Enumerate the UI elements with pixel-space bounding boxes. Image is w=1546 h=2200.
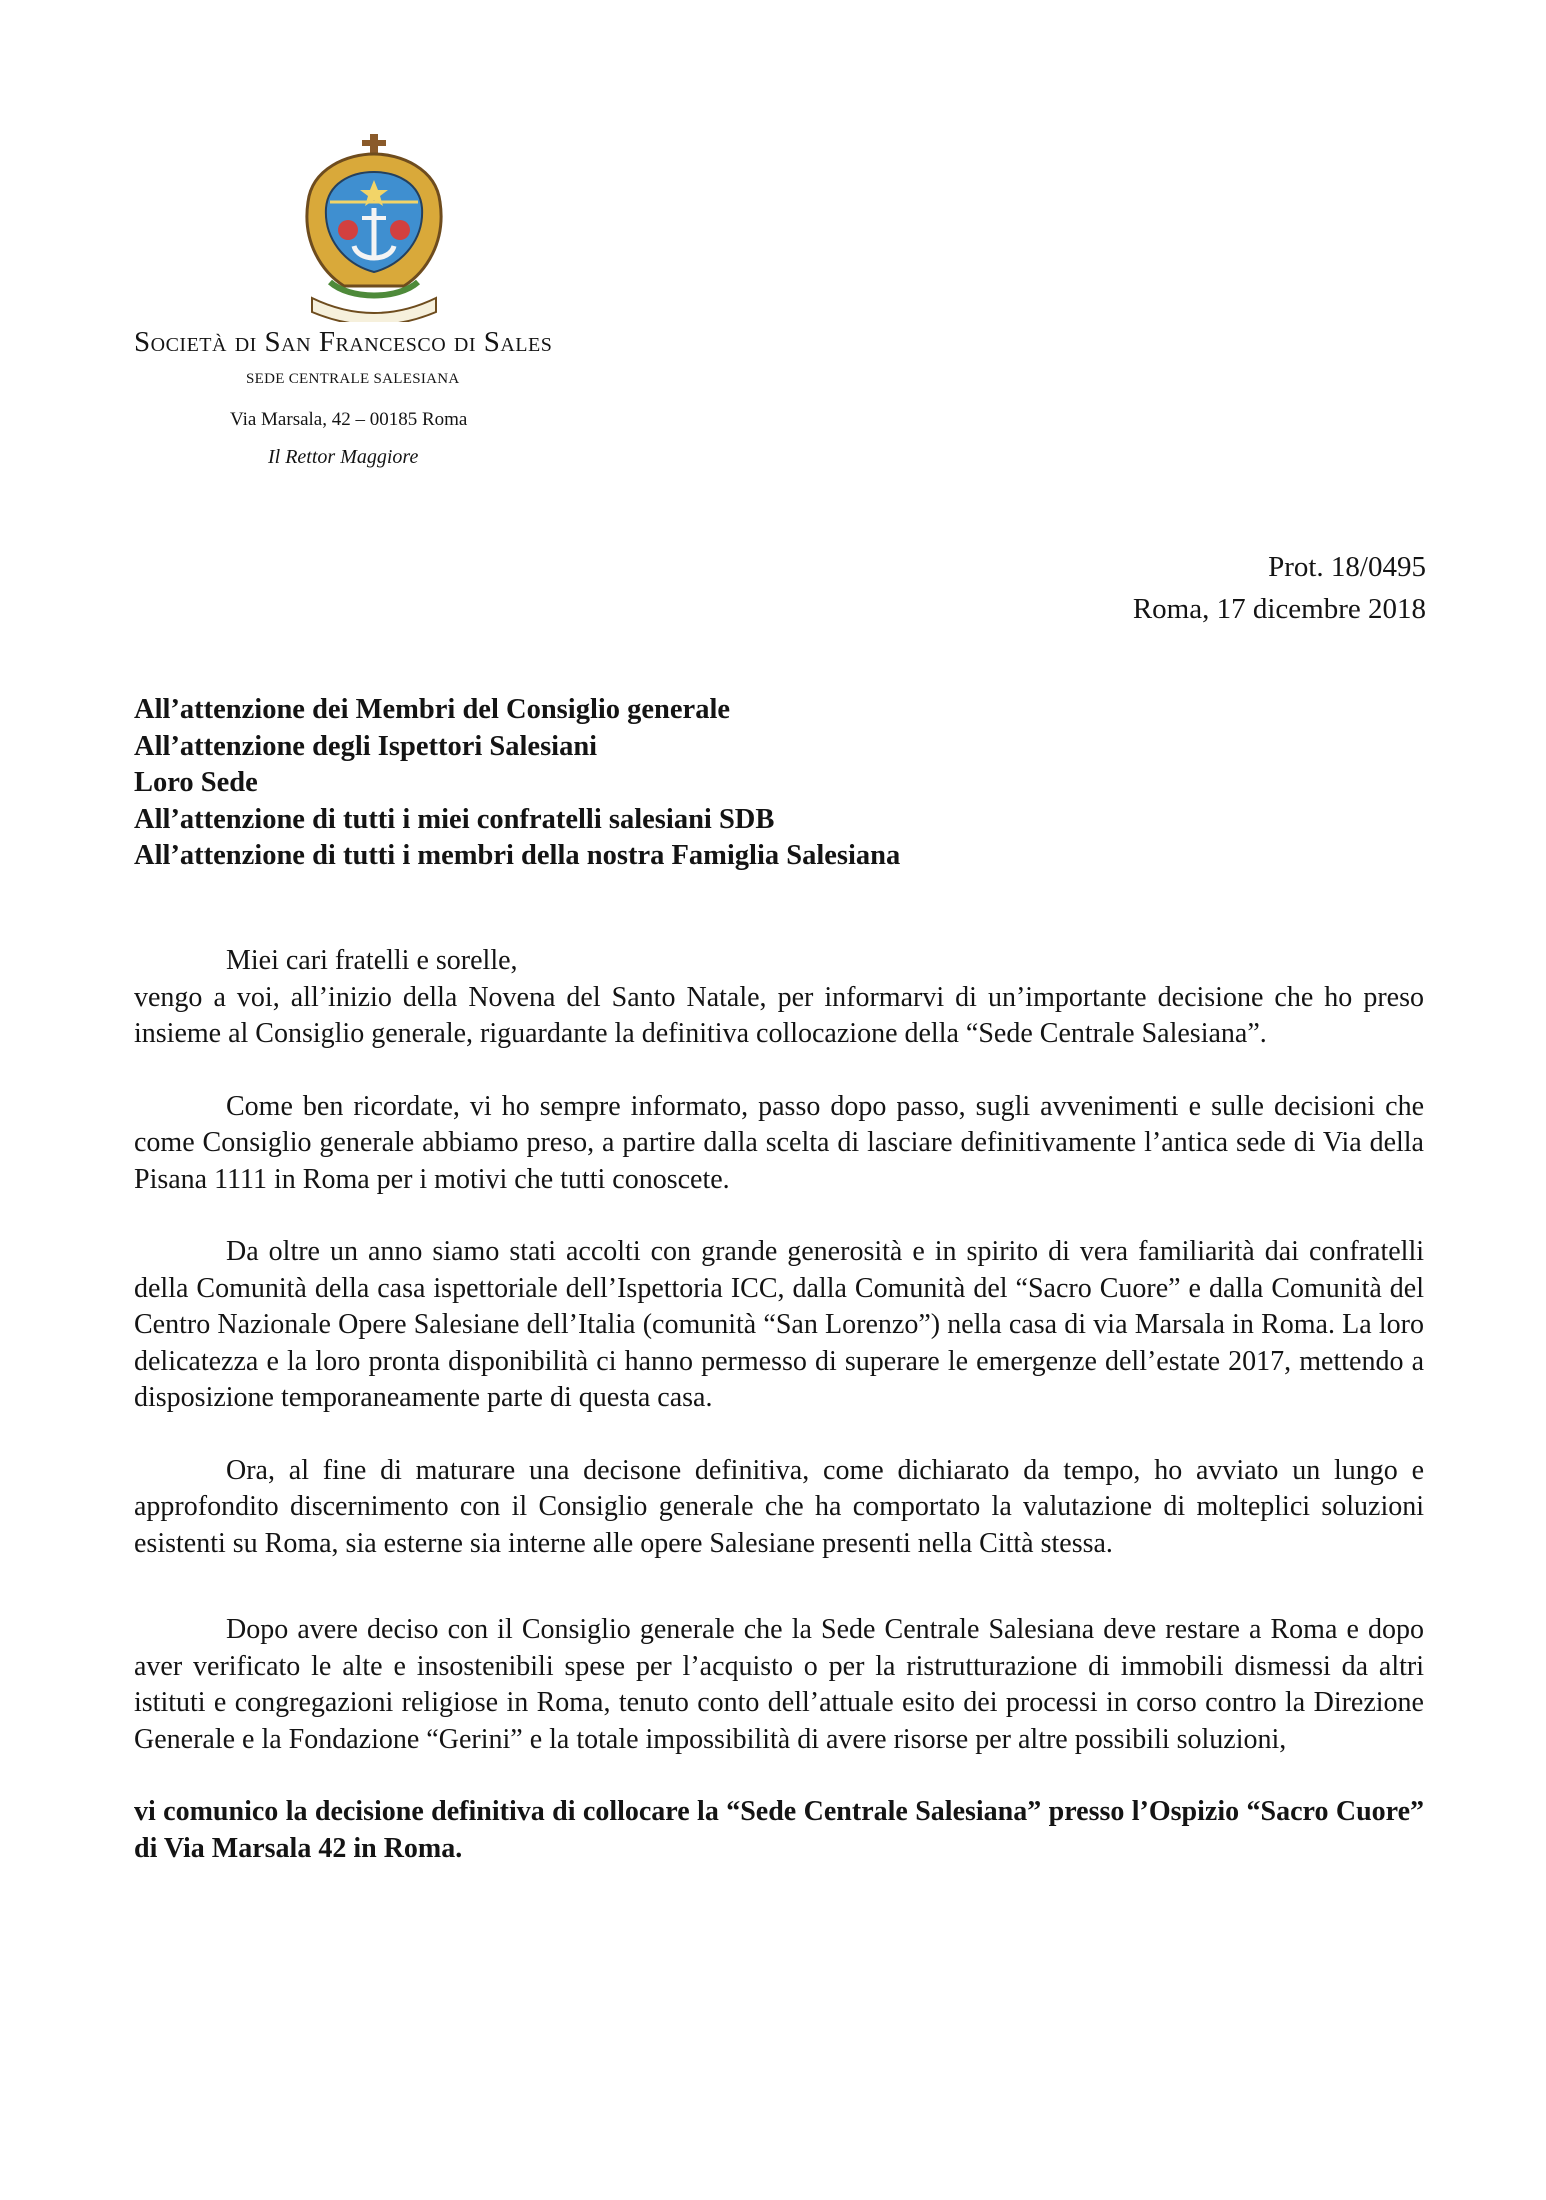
recipient-line: All’attenzione di tutti i miei confratelli salesiani SDB [134,803,775,835]
recipient-line: All’attenzione dei Membri del Consiglio generale [134,694,731,725]
salesian-crest-logo [300,132,448,322]
paragraph: Come ben ricordate, vi ho sempre informato, passo dopo passo, sugli avvenimenti e sulle decisioni che come Consiglio generale abbiamo preso, a partire dalla scelta di lasciare definitivamente l’antica sede di Via della Pisana 1111 in Roma per i motivi che tutti conoscete. [134,1090,1424,1195]
paragraph: Da oltre un anno siamo stati accolti con grande generosità e in spirito di vera familiarità dai confratelli della Comunità della casa ispettoriale dell’Ispettoria ICC, dalla Comunità del “Sacro Cuore” e dalla Comunità del Centro Nazionale Opere Salesiane dell’Italia (comunità “San Lorenzo”) nella casa di via Marsala in Roma. La loro delicatezza e la loro pronta disponibilità ci hanno permesso di superare le emergenze dell’estate 2017, mettendo a disposizione temporaneamente parte di questa casa. [134,1236,1424,1413]
organization-subtitle: SEDE CENTRALE SALESIANA [246,371,460,387]
protocol-block [1133,546,1426,630]
recipient-line: All’attenzione di tutti i membri della nostra Famiglia Salesiana [134,840,901,871]
paragraph: Ora, al fine di maturare una decisone definitiva, come dichiarato da tempo, ho avviato un lungo e approfondito discernimento con il Consiglio generale che ha comportato la valutazione di molteplici soluzioni esistenti su Roma, sia esterne sia interne alle opere Salesiane presenti nella Città stessa. [134,1454,1424,1559]
paragraph: Dopo avere deciso con il Consiglio generale che la Sede Centrale Salesiana deve restare a Roma e dopo aver verificato le alte e insostenibili spese per l’acquisto o per la ristrutturazione di immobili dismessi da altri istituti e congregazioni religiose in Roma, tenuto conto dell’attuale esito dei processi in corso contro la Direzione Generale e la Fondazione “Gerini” e la totale impossibilità di avere risorse per altre possibili soluzioni, [134,1614,1424,1755]
signatory-role: Il Rettor Maggiore [268,446,419,468]
recipient-line: Loro Sede [134,767,258,798]
organization-name: Società di San Francesco di Sales [134,326,553,358]
recipients-block [134,692,900,875]
organization-address: Via Marsala, 42 – 00185 Roma [230,409,468,430]
paragraph: vengo a voi, all’inizio della Novena del Santo Natale, per informarvi di un’importante decisione che ho preso insieme al Consiglio generale, riguardante la definitiva collocazione della “Sede Centrale Salesiana”. [134,981,1424,1049]
letter-body [134,943,1424,1867]
decision-statement: vi comunico la decisione definitiva di collocare la “Sede Centrale Salesiana” presso l’Ospizio “Sacro Cuore” di Via Marsala 42 in Roma. [134,1796,1424,1864]
greeting: Miei cari fratelli e sorelle, [226,945,518,976]
protocol-number: Prot. 18/0495 [1268,551,1426,583]
recipient-line: All’attenzione degli Ispettori Salesiani [134,730,598,762]
letter-date: Roma, 17 dicembre 2018 [1132,593,1426,625]
